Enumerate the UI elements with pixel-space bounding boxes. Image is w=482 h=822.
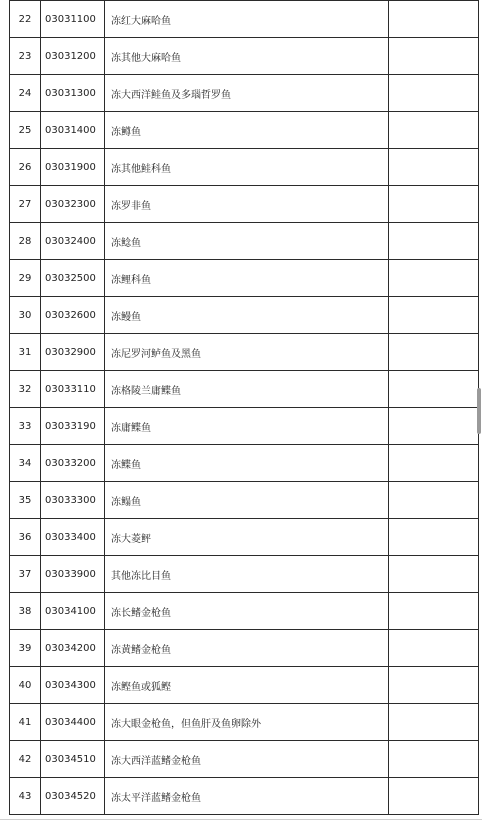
product-name-cell: 冻其他大麻哈鱼 [105,38,389,75]
row-number-cell: 41 [10,704,41,741]
hs-code-cell: 03034520 [41,778,105,815]
hs-code-cell: 03034200 [41,630,105,667]
remarks-cell [389,297,479,334]
row-number-cell: 34 [10,445,41,482]
product-name-cell: 冻鳟鱼 [105,112,389,149]
product-name-cell: 冻鳎鱼 [105,482,389,519]
table-row [10,149,479,186]
hs-code-cell: 03032500 [41,260,105,297]
row-number-cell: 31 [10,334,41,371]
row-number-cell: 40 [10,667,41,704]
remarks-cell [389,778,479,815]
hs-code-cell: 03033400 [41,519,105,556]
product-name-cell: 冻大西洋蓝鳍金枪鱼 [105,741,389,778]
hs-code-cell: 03031100 [41,1,105,38]
table-row [10,556,479,593]
remarks-cell [389,38,479,75]
hs-code-cell: 03034100 [41,593,105,630]
table-row [10,297,479,334]
table-row [10,1,479,38]
row-number-cell: 30 [10,297,41,334]
product-name-cell: 冻鲤科鱼 [105,260,389,297]
row-number-cell: 29 [10,260,41,297]
product-name-cell: 冻格陵兰庸鲽鱼 [105,371,389,408]
hs-code-cell: 03034300 [41,667,105,704]
remarks-cell [389,593,479,630]
table-row [10,38,479,75]
hs-code-cell: 03034510 [41,741,105,778]
table-row [10,445,479,482]
remarks-cell [389,519,479,556]
table-row [10,704,479,741]
hs-code-cell: 03033200 [41,445,105,482]
hs-code-cell: 03031200 [41,38,105,75]
product-name-cell: 冻大西洋鲑鱼及多瑙哲罗鱼 [105,75,389,112]
remarks-cell [389,482,479,519]
table-row [10,408,479,445]
remarks-cell [389,149,479,186]
remarks-cell [389,75,479,112]
hs-code-cell: 03031400 [41,112,105,149]
row-number-cell: 25 [10,112,41,149]
remarks-cell [389,704,479,741]
remarks-cell [389,741,479,778]
row-number-cell: 28 [10,223,41,260]
product-name-cell: 冻太平洋蓝鳍金枪鱼 [105,778,389,815]
scrollbar-thumb[interactable] [477,388,481,434]
page-bottom-edge [0,819,482,820]
product-name-cell: 冻罗非鱼 [105,186,389,223]
product-name-cell: 冻鲶鱼 [105,223,389,260]
hs-code-cell: 03033300 [41,482,105,519]
hs-code-cell: 03032900 [41,334,105,371]
row-number-cell: 26 [10,149,41,186]
product-name-cell: 冻大眼金枪鱼，但鱼肝及鱼卵除外 [105,704,389,741]
product-name-cell: 冻尼罗河鲈鱼及黑鱼 [105,334,389,371]
product-name-cell: 冻鲣鱼或狐鲣 [105,667,389,704]
table-row [10,778,479,815]
remarks-cell [389,667,479,704]
product-name-cell: 冻其他鲑科鱼 [105,149,389,186]
row-number-cell: 39 [10,630,41,667]
hs-code-cell: 03033190 [41,408,105,445]
row-number-cell: 37 [10,556,41,593]
table-row [10,741,479,778]
table-row [10,667,479,704]
row-number-cell: 32 [10,371,41,408]
row-number-cell: 23 [10,38,41,75]
product-name-cell: 其他冻比目鱼 [105,556,389,593]
hs-code-cell: 03032300 [41,186,105,223]
table-row [10,519,479,556]
table-row [10,630,479,667]
product-name-cell: 冻鲽鱼 [105,445,389,482]
product-name-cell: 冻庸鲽鱼 [105,408,389,445]
remarks-cell [389,556,479,593]
table-body [10,1,479,815]
hs-code-cell: 03033900 [41,556,105,593]
table-row [10,75,479,112]
remarks-cell [389,371,479,408]
table-row [10,371,479,408]
row-number-cell: 22 [10,1,41,38]
row-number-cell: 36 [10,519,41,556]
product-name-cell: 冻鳗鱼 [105,297,389,334]
remarks-cell [389,630,479,667]
remarks-cell [389,260,479,297]
remarks-cell [389,445,479,482]
remarks-cell [389,334,479,371]
remarks-cell [389,112,479,149]
hs-code-cell: 03033110 [41,371,105,408]
row-number-cell: 27 [10,186,41,223]
product-name-cell: 冻长鳍金枪鱼 [105,593,389,630]
hs-code-cell: 03032400 [41,223,105,260]
table-row [10,223,479,260]
table-row [10,482,479,519]
hs-code-cell: 03031300 [41,75,105,112]
product-name-cell: 冻大菱鲆 [105,519,389,556]
remarks-cell [389,186,479,223]
hs-code-cell: 03034400 [41,704,105,741]
remarks-cell [389,408,479,445]
tariff-table [9,0,479,815]
table-row [10,593,479,630]
row-number-cell: 35 [10,482,41,519]
table-row [10,112,479,149]
table-row [10,260,479,297]
table-row [10,334,479,371]
hs-code-cell: 03032600 [41,297,105,334]
row-number-cell: 43 [10,778,41,815]
table-row [10,186,479,223]
product-name-cell: 冻黄鳍金枪鱼 [105,630,389,667]
product-name-cell: 冻红大麻哈鱼 [105,1,389,38]
hs-code-cell: 03031900 [41,149,105,186]
remarks-cell [389,223,479,260]
row-number-cell: 24 [10,75,41,112]
row-number-cell: 38 [10,593,41,630]
row-number-cell: 33 [10,408,41,445]
row-number-cell: 42 [10,741,41,778]
remarks-cell [389,1,479,38]
